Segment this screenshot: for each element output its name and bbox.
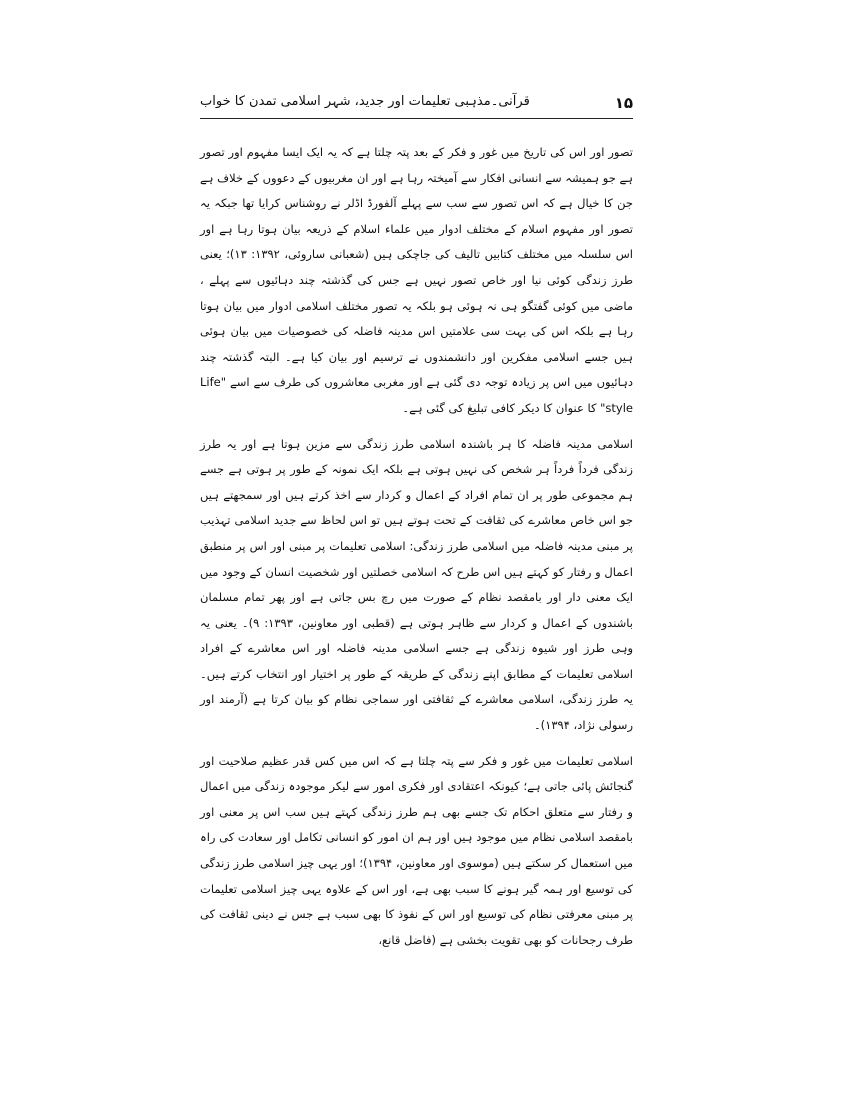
body-text [200, 140, 634, 947]
header-divider [200, 118, 633, 119]
paragraph-1: تصور اور اس کی تاریخ میں غور و فکر کے بعد پتہ چلتا ہے کہ یہ ایک ایسا مفہوم اور تصور ہے جو ہمیشہ سے انسانی افکار سے آمیختہ رہا ہے اور ان مغربیوں کے دعووں کے خلاف ہے جن کا خیال ہے کہ اس تصور سے سب سے پہلے آلفورڈ اڈلر نے روشناس کرایا تھا جبکہ یہ تصور اور مفہوم اسلام کے مختلف ادوار میں علماء اسلام کے ذریعہ بیان ہوتا رہا ہے اور اس سلسلہ میں مختلف کتابیں تالیف کی جاچکی ہیں (شعبانی ساروئی، ۱۳۹۲: ۱۳)؛ یعنی طرز زندگی کوئی نیا اور خاص تصور نہیں ہے جس کی گذشتہ چند دہائیوں سے پہلے ، ماضی میں کوئی گفتگو ہی نہ ہوئی ہو بلکہ یہ تصور مختلف اسلامی ادوار میں بیان ہوتا رہا ہے بلکہ اس کی بہت سی علامتیں اس مدینہ فاضلہ کی خصوصیات میں بیان ہوئی ہیں جسے اسلامی مفکرین اور دانشمندوں نے ترسیم اور بیان کیا ہے۔ البتہ گذشتہ چند دہائیوں میں اس پر زیادہ توجہ دی گئی ہے اور مغربی معاشروں کی طرف سے اسے "Life style" کا عنوان کا دیکر کافی تبلیغ کی گئی ہے۔ [200, 145, 634, 415]
paragraph-3: اسلامی تعلیمات میں غور و فکر سے پتہ چلتا ہے کہ اس میں کس قدر عظیم صلاحیت اور گنجائش پائی جاتی ہے؛ کیونکہ اعتقادی اور فکری امور سے لیکر موجودہ زندگی میں اعمال و رفتار سے متعلق احکام تک جسے بھی ہم طرز زندگی کہتے ہیں سب اس پر معنی اور بامقصد اسلامی نظام میں موجود ہیں اور ہم ان امور کو انسانی تکامل اور سعادت کی راہ میں استعمال کر سکتے ہیں (موسوی اور معاونین، ۱۳۹۴)؛ اور یہی چیز اسلامی طرز زندگی کی توسیع اور ہمہ گیر ہونے کا سبب بھی ہے، اور اس کے علاوہ یہی چیز اسلامی تعلیمات پر مبنی معرفتی نظام کی توسیع اور اس کے نفوذ کا بھی سبب ہے جس نے دینی ثقافت کی طرف رجحانات کو بھی تقویت بخشی ہے (فاضل قانع، [200, 753, 633, 947]
paragraph-2: اسلامی مدینہ فاضلہ کا ہر باشندہ اسلامی طرز زندگی سے مزین ہوتا ہے اور یہ طرز زندگی فرداً فرداً ہر شخص کی نہیں ہوتی ہے بلکہ ایک نمونہ کے طور پر ہوتی ہے جسے ہم مجموعی طور پر ان تمام افراد کے اعمال و کردار سے اخذ کرتے ہیں اور سمجھتے ہیں جو اس خاص معاشرے کی ثقافت کے تحت ہوتے ہیں تو اس لحاظ سے جدید اسلامی تہذیب پر مبنی مدینہ فاضلہ میں اسلامی طرز زندگی: اسلامی تعلیمات پر مبنی اور اس پر منطبق اعمال و رفتار کو کہتے ہیں اس طرح کہ اسلامی خصلتیں اور شخصیت انسان کے وجود میں ایک معنی دار اور بامقصد نظام کے صورت میں رچ بس جاتی ہے اور پھر تمام مسلمان باشندوں کے اعمال و کردار سے ظاہر ہوتی ہے (قطبی اور معاونین، ۱۳۹۳: ۹)۔ یعنی یہ وہی طرز اور شیوہ زندگی ہے جسے اسلامی مدینہ فاضلہ اور اس معاشرے کے افراد اسلامی تعلیمات کے مطابق اپنے زندگی کے طریقہ کے طور پر اختیار اور انتخاب کرتے ہیں۔ یہ طرز زندگی، اسلامی معاشرے کے ثقافتی اور سماجی نظام کو بیان کرتا ہے (آرمند اور رسولی نژاد، ۱۳۹۴)۔ [200, 436, 634, 733]
page-header [200, 90, 633, 116]
page-number: ۱۵ [614, 94, 633, 112]
running-title: قرآنی۔مذہبی تعلیمات اور جدید، شہر اسلامی تمدن کا خواب [200, 94, 530, 109]
